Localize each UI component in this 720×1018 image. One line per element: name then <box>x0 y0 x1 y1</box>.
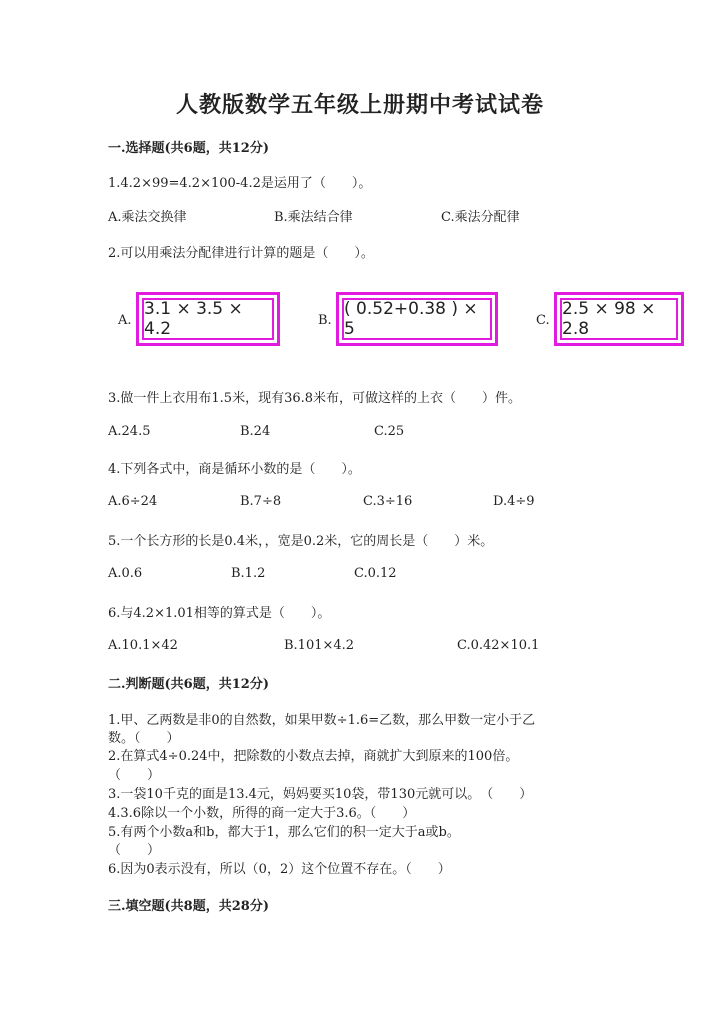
section-heading-choice: 一.选择题(共6题，共12分) <box>108 141 269 156</box>
section-heading-judgment: 二.判断题(共6题，共12分) <box>108 677 269 692</box>
judgment-5-line-1: 5.有两个小数a和b，都大于1，那么它们的积一定大于a或b。 <box>108 825 460 840</box>
q4-option-c: C.3÷16 <box>363 494 413 509</box>
question-3: 3.做一件上衣用布1.5米，现有36.8米布，可做这样的上衣（ ）件。 <box>108 391 522 406</box>
q3-option-c: C.25 <box>374 424 405 439</box>
q2-option-b-box <box>336 292 498 346</box>
q5-option-a: A.0.6 <box>108 566 143 581</box>
q1-option-b: B.乘法结合律 <box>274 210 353 225</box>
q2-option-c-expression: 2.5 × 98 × 2.8 <box>560 298 678 340</box>
q2-option-c-box <box>554 292 684 346</box>
question-5: 5.一个长方形的长是0.4米，，宽是0.2米，它的周长是（ ）米。 <box>108 534 494 549</box>
judgment-2-line-1: 2.在算式4÷0.24中，把除数的小数点去掉，商就扩大到原来的100倍。 <box>108 749 519 764</box>
q4-option-a: A.6÷24 <box>108 494 158 509</box>
judgment-4: 4.3.6除以一个小数，所得的商一定大于3.6。（ ） <box>108 806 416 821</box>
q2-option-a-label: A. <box>118 313 132 328</box>
q4-option-d: D.4÷9 <box>493 494 535 509</box>
q2-option-c-label: C. <box>536 313 550 328</box>
q4-option-b: B.7÷8 <box>240 494 282 509</box>
q2-option-b-expression: ( 0.52+0.38 ) × 5 <box>342 298 492 340</box>
judgment-2-line-2: （ ） <box>108 768 161 783</box>
page-title: 人教版数学五年级上册期中考试试卷 <box>175 92 544 118</box>
question-4: 4.下列各式中，商是循环小数的是（ ）。 <box>108 462 361 477</box>
q5-option-b: B.1.2 <box>231 566 266 581</box>
q1-option-c: C.乘法分配律 <box>441 210 520 225</box>
q3-option-a: A.24.5 <box>108 424 151 439</box>
judgment-5-line-2: （ ） <box>108 843 161 858</box>
q2-option-a-box <box>136 292 280 346</box>
q2-option-b-label: B. <box>318 313 332 328</box>
q3-option-b: B.24 <box>240 424 271 439</box>
judgment-1-line-2: 数。（ ） <box>108 731 180 746</box>
q2-option-a-expression: 3.1 × 3.5 × 4.2 <box>142 298 274 340</box>
q1-option-a: A.乘法交换律 <box>108 210 187 225</box>
q6-option-c: C.0.42×10.1 <box>457 638 540 653</box>
section-heading-fill-in: 三.填空题(共8题，共28分) <box>108 899 269 914</box>
q5-option-c: C.0.12 <box>354 566 397 581</box>
question-1: 1.4.2×99=4.2×100-4.2是运用了（ ）。 <box>108 176 372 191</box>
q6-option-b: B.101×4.2 <box>284 638 355 653</box>
question-6: 6.与4.2×1.01相等的算式是（ ）。 <box>108 606 331 621</box>
judgment-6: 6.因为0表示没有，所以（0，2）这个位置不存在。（ ） <box>108 862 451 877</box>
judgment-3: 3.一袋10千克的面是13.4元，妈妈要买10袋，带130元就可以。 （ ） <box>108 787 533 802</box>
q6-option-a: A.10.1×42 <box>108 638 178 653</box>
question-2: 2.可以用乘法分配律进行计算的题是（ ）。 <box>108 246 374 261</box>
judgment-1-line-1: 1.甲、乙两数是非0的自然数，如果甲数÷1.6=乙数，那么甲数一定小于乙 <box>108 713 536 728</box>
